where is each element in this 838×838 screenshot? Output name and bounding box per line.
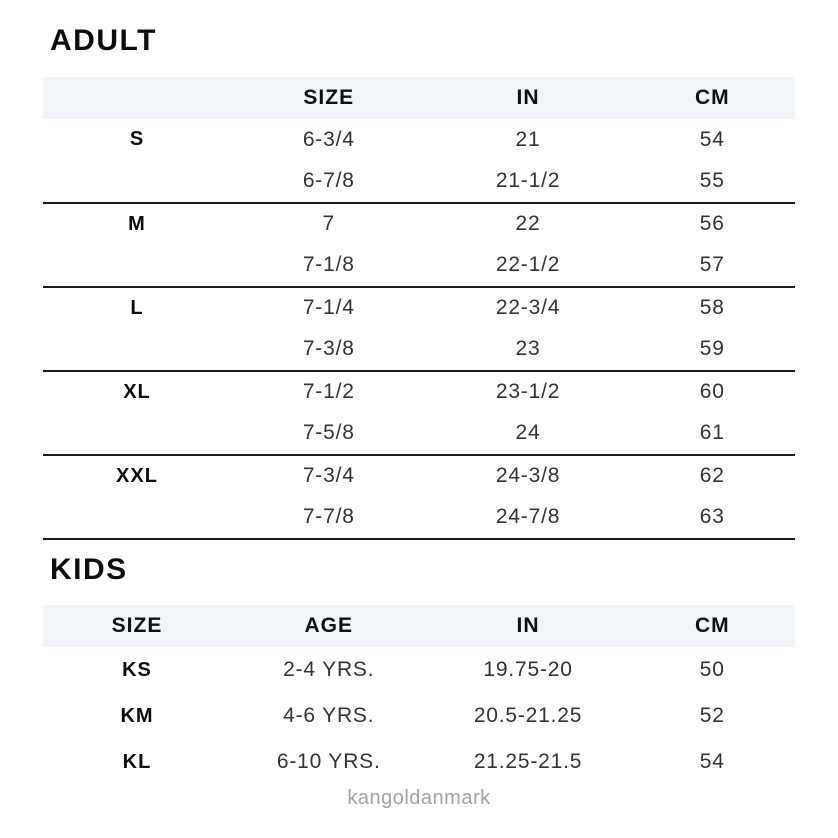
cm-cell: 56 [699,212,725,235]
size-label: KS [122,658,152,681]
adult-size-group-l [43,287,795,371]
size-column-header: SIZE [43,605,231,647]
adult-size-table [43,77,795,540]
inches-column-header: IN [427,77,630,119]
inches-cell: 21-1/2 [495,169,561,192]
table-row [43,203,795,245]
table-row [43,287,795,329]
size-label: KL [122,750,152,773]
table-row [43,455,795,497]
adult-table-header [43,77,795,119]
table-row [43,161,795,203]
header-row [43,77,795,119]
inches-cell: 24 [515,421,541,444]
kids-table-body [43,647,795,785]
cm-cell: 61 [699,421,725,444]
inches-cell: 23 [515,337,541,360]
cm-cell: 57 [699,253,725,276]
cm-cell: 52 [699,704,725,727]
table-row [43,245,795,287]
cm-cell: 58 [699,296,725,319]
size-label [43,413,231,455]
hat-size-cell: 7-3/8 [302,337,355,360]
cm-cell: 54 [699,750,725,773]
inches-cell: 20.5-21.25 [473,704,583,727]
cm-column-header: CM [630,77,795,119]
size-label [43,161,231,203]
table-row [43,371,795,413]
inches-cell: 21.25-21.5 [473,750,583,773]
size-label [43,497,231,539]
age-cell: 6-10 YRS. [276,750,381,773]
inches-column-header: IN [427,605,630,647]
size-label [43,329,231,371]
cm-column-header: CM [630,605,795,647]
inches-cell: 23-1/2 [495,380,561,403]
hat-size-cell: 7-7/8 [302,505,355,528]
hat-size-cell: 6-7/8 [302,169,355,192]
kids-table-header [43,605,795,647]
table-row [43,497,795,539]
size-label: KM [120,704,154,727]
inches-cell: 22-1/2 [495,253,561,276]
table-row [43,329,795,371]
hat-size-cell: 7 [322,212,335,235]
size-label: M [128,212,146,235]
empty-header-cell [43,77,231,119]
header-row [43,605,795,647]
cm-cell: 59 [699,337,725,360]
adult-size-group-m [43,203,795,287]
adult-size-group-xxl [43,455,795,539]
adult-section-title: ADULT [50,24,157,57]
cm-cell: 50 [699,658,725,681]
watermark-text: kangoldanmark [347,787,491,809]
size-label: L [130,296,144,319]
kids-size-table [43,605,795,785]
table-row [43,119,795,161]
inches-cell: 19.75-20 [483,658,573,681]
cm-cell: 62 [699,464,725,487]
size-label: XXL [116,464,158,487]
age-cell: 4-6 YRS. [283,704,375,727]
table-row [43,739,795,785]
cm-cell: 60 [699,380,725,403]
table-row [43,693,795,739]
hat-size-cell: 7-1/8 [302,253,355,276]
inches-cell: 24-7/8 [495,505,561,528]
adult-size-group-xl [43,371,795,455]
inches-cell: 21 [515,127,541,151]
table-row [43,413,795,455]
table-row [43,647,795,693]
hat-size-cell: 7-1/4 [302,296,355,319]
cm-cell: 55 [699,169,725,192]
size-label: S [129,128,145,150]
size-column-header: SIZE [231,77,427,119]
cm-cell: 63 [699,505,725,528]
adult-size-group-s [43,119,795,203]
size-label: XL [123,380,151,403]
age-column-header: AGE [231,605,427,647]
size-label [43,245,231,287]
inches-cell: 22-3/4 [495,296,561,319]
age-cell: 2-4 YRS. [283,658,375,681]
inches-cell: 24-3/8 [495,464,561,487]
hat-size-cell: 7-3/4 [302,464,355,487]
inches-cell: 22 [515,212,541,235]
kids-section-title: KIDS [50,552,128,586]
hat-size-cell: 7-5/8 [302,421,355,444]
hat-size-cell: 6-3/4 [302,127,355,151]
cm-cell: 54 [699,127,725,151]
hat-size-cell: 7-1/2 [302,380,355,403]
